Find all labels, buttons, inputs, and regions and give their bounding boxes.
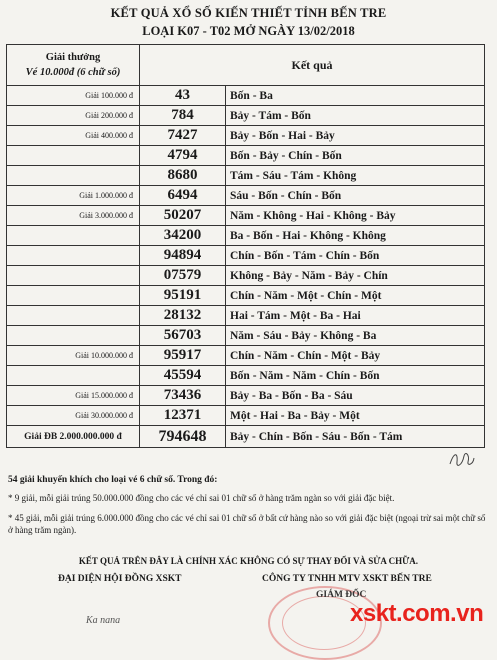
prize-label: Giải 30.000.000 đ [7, 406, 140, 426]
prize-label [7, 286, 140, 306]
number-in-words: Bảy - Bốn - Hai - Bảy [226, 126, 485, 146]
winning-number: 7427 [140, 126, 226, 146]
number-in-words: Năm - Sáu - Bảy - Không - Ba [226, 326, 485, 346]
number-in-words: Một - Hai - Ba - Bảy - Một [226, 406, 485, 426]
initials-signature [448, 448, 476, 470]
prize-label [7, 366, 140, 386]
table-row [7, 346, 485, 366]
prize-column-subtitle: Vé 10.000đ (6 chữ số) [25, 67, 121, 78]
number-in-words: Ba - Bốn - Hai - Không - Không [226, 226, 485, 246]
number-in-words: Bốn - Năm - Năm - Chín - Bốn [226, 366, 485, 386]
winning-number: 94894 [140, 246, 226, 266]
prize-label: Giải 15.000.000 đ [7, 386, 140, 406]
winning-number: 07579 [140, 266, 226, 286]
prize-label [7, 266, 140, 286]
notes-item-1: * 9 giải, mỗi giải trúng 50.000.000 đồng cho các vé chỉ sai 01 chữ số ở hàng trăm ngàn so với giải đặc biệt. [8, 493, 395, 503]
winning-number: 34200 [140, 226, 226, 246]
table-row [7, 106, 485, 126]
notes-item-2: * 45 giải, mỗi giải trúng 6.000.000 đồng cho các vé chỉ sai 01 chữ số ở bất cứ hàng nào so với giải đặc biệt (ngoại trừ sai một chữ số ở hàng trăm ngàn). [8, 513, 486, 535]
prize-column-title: Giải thưởng [45, 52, 101, 63]
winning-number: 56703 [140, 326, 226, 346]
company-name: CÔNG TY TNHH MTV XSKT BẾN TRE [262, 574, 432, 584]
council-representative: ĐẠI DIỆN HỘI ĐỒNG XSKT [58, 574, 182, 584]
prize-label [7, 146, 140, 166]
number-in-words: Chín - Năm - Một - Chín - Một [226, 286, 485, 306]
table-row [7, 366, 485, 386]
table-row [7, 146, 485, 166]
number-in-words: Không - Bảy - Năm - Bảy - Chín [226, 266, 485, 286]
winning-number: 28132 [140, 306, 226, 326]
table-row [7, 186, 485, 206]
prize-label [7, 226, 140, 246]
number-in-words: Bảy - Chín - Bốn - Sáu - Bốn - Tám [226, 426, 485, 448]
prize-column-header [7, 45, 140, 86]
prize-label: Giải 10.000.000 đ [7, 346, 140, 366]
table-row [7, 406, 485, 426]
watermark-logo: xskt.com.vn [350, 600, 484, 627]
director-title: GIÁM ĐỐC [316, 590, 367, 600]
number-in-words: Bảy - Tám - Bốn [226, 106, 485, 126]
winning-number: 43 [140, 86, 226, 106]
table-row [7, 166, 485, 186]
table-row [7, 246, 485, 266]
winning-number: 8680 [140, 166, 226, 186]
table-row [7, 326, 485, 346]
table-row [7, 306, 485, 326]
number-in-words: Tám - Sáu - Tám - Không [226, 166, 485, 186]
prize-label [7, 306, 140, 326]
winning-number: 95917 [140, 346, 226, 366]
winning-number: 6494 [140, 186, 226, 206]
prize-label: Giải 1.000.000 đ [7, 186, 140, 206]
result-column-header: Kết quả [140, 45, 485, 86]
winning-number: 45594 [140, 366, 226, 386]
prize-label: Giải 400.000 đ [7, 126, 140, 146]
results-table [6, 44, 485, 448]
page-title: KẾT QUẢ XỔ SỐ KIẾN THIẾT TỈNH BẾN TRE [110, 6, 387, 20]
number-in-words: Bốn - Ba [226, 86, 485, 106]
winning-number: 12371 [140, 406, 226, 426]
prize-label [7, 326, 140, 346]
table-row [7, 126, 485, 146]
table-row [7, 226, 485, 246]
number-in-words: Chín - Bốn - Tám - Chín - Bốn [226, 246, 485, 266]
page-subtitle: LOẠI K07 - T02 MỞ NGÀY 13/02/2018 [142, 24, 355, 38]
handwritten-signature: Ka nana [86, 615, 121, 626]
number-in-words: Bốn - Bảy - Chín - Bốn [226, 146, 485, 166]
table-row [7, 426, 485, 448]
winning-number: 4794 [140, 146, 226, 166]
prize-label: Giải ĐB 2.000.000.000 đ [7, 426, 140, 448]
notes [8, 474, 488, 536]
winning-number: 784 [140, 106, 226, 126]
number-in-words: Hai - Tám - Một - Ba - Hai [226, 306, 485, 326]
number-in-words: Bảy - Ba - Bốn - Ba - Sáu [226, 386, 485, 406]
confirmation-statement: KẾT QUẢ TRÊN ĐÂY LÀ CHÍNH XÁC KHÔNG CÓ SỰ THAY ĐỔI VÀ SỬA CHỮA. [78, 556, 419, 566]
prize-label [7, 166, 140, 186]
table-row [7, 266, 485, 286]
table-row [7, 206, 485, 226]
notes-intro: 54 giải khuyến khích cho loại vé 6 chữ số. Trong đó: [8, 475, 218, 485]
winning-number: 50207 [140, 206, 226, 226]
table-row [7, 286, 485, 306]
winning-number: 95191 [140, 286, 226, 306]
prize-label: Giải 200.000 đ [7, 106, 140, 126]
prize-label: Giải 100.000 đ [7, 86, 140, 106]
number-in-words: Sáu - Bốn - Chín - Bốn [226, 186, 485, 206]
table-row [7, 386, 485, 406]
prize-label: Giải 3.000.000 đ [7, 206, 140, 226]
prize-label [7, 246, 140, 266]
winning-number: 794648 [140, 426, 226, 448]
winning-number: 73436 [140, 386, 226, 406]
number-in-words: Chín - Năm - Chín - Một - Bảy [226, 346, 485, 366]
number-in-words: Năm - Không - Hai - Không - Bảy [226, 206, 485, 226]
table-row [7, 86, 485, 106]
